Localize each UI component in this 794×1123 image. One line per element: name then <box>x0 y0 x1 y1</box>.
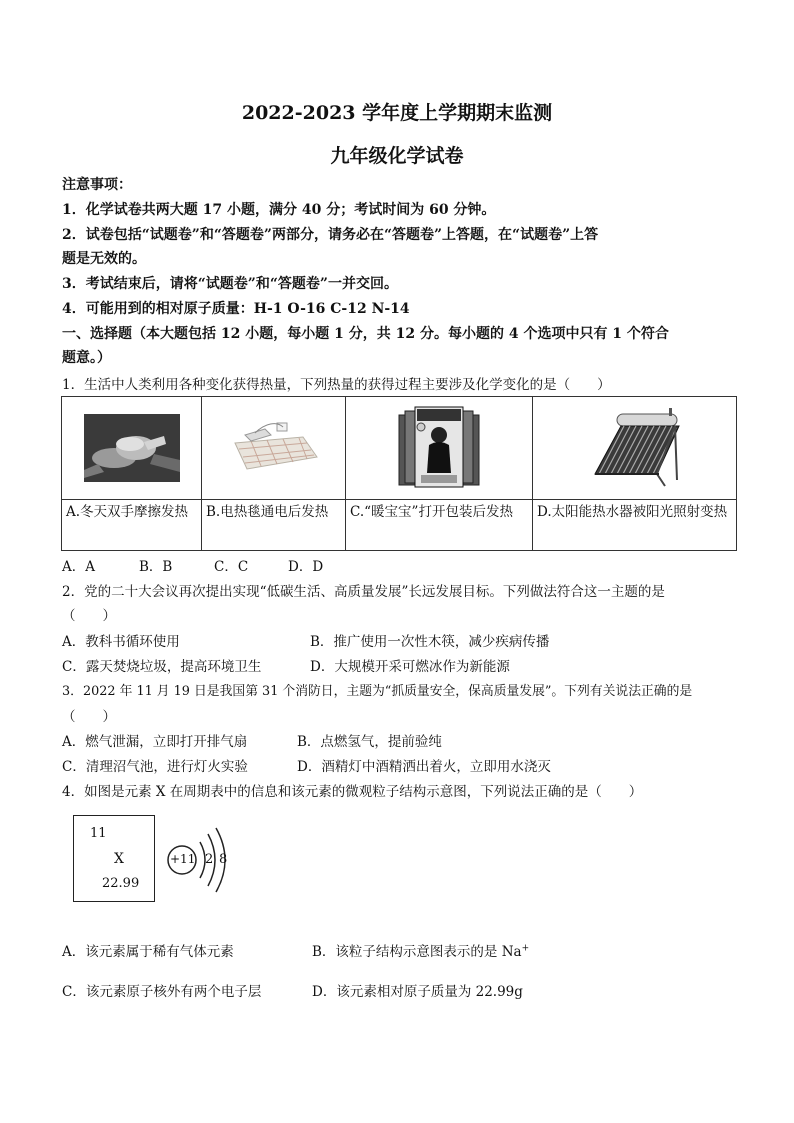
q3-option-a: A．燃气泄漏，立即打开排气扇 <box>62 734 248 750</box>
q3-stem: 3．2022 年 11 月 19 日是我国第 31 个消防日，主题为“抓质量安全，保高质量发展”。下列有关说法正确的是 <box>62 684 693 699</box>
q1-cell-b-image <box>202 397 346 500</box>
q3-option-b: B．点燃氢气，提前验纯 <box>297 734 442 750</box>
q1-option-c: C.“暖宝宝”打开包装后发热 <box>346 500 533 551</box>
q4-option-c: C．该元素原子核外有两个电子层 <box>62 984 262 1000</box>
q2-option-d: D．大规模开采可燃冰作为新能源 <box>310 659 510 675</box>
q1-stem: 1．生活中人类利用各种变化获得热量，下列热量的获得过程主要涉及化学变化的是（ ） <box>62 377 611 393</box>
q3-option-c: C．清理沼气池，进行灯火实验 <box>62 759 248 775</box>
shell-2-electrons: 8 <box>219 852 228 867</box>
note-item-1: 1．化学试卷共两大题 17 小题，满分 40 分；考试时间为 60 分钟。 <box>62 202 496 218</box>
element-cell <box>73 815 155 902</box>
q1-option-table <box>61 396 737 551</box>
q1-cell-d-image <box>533 397 737 500</box>
atomic-mass: 22.99 <box>102 876 140 891</box>
q1-option-b: B.电热毯通电后发热 <box>202 500 346 551</box>
q2-stem-cont: （ ） <box>62 608 116 624</box>
section1-heading: 一、选择题（本大题包括 12 小题，每小题 1 分，共 12 分。每小题的 4 个选项中只有 1 个符合 <box>62 326 669 342</box>
charge-superscript: + <box>521 943 530 954</box>
page-title: 2022-2023 学年度上学期期末监测 <box>241 102 553 124</box>
note-item-4: 4．可能用到的相对原子质量：H-1 O-16 C-12 N-14 <box>62 301 410 317</box>
electric-blanket-photo <box>225 413 323 483</box>
q4-option-d: D．该元素相对原子质量为 22.99g <box>312 984 523 1000</box>
q1-answer-b: B．B <box>139 559 173 575</box>
q4-stem: 4．如图是元素 X 在周期表中的信息和该元素的微观粒子结构示意图，下列说法正确的是（ ） <box>62 784 643 800</box>
q4-option-b: B．该粒子结构示意图表示的是 Na+ <box>312 943 530 960</box>
notes-heading: 注意事项： <box>62 177 132 193</box>
q1-cell-a-image <box>62 397 202 500</box>
hand-warmer-pack-photo <box>395 403 483 493</box>
q3-stem-cont: （ ） <box>62 709 116 725</box>
shell-1-electrons: 2 <box>205 852 214 867</box>
hands-rubbing-photo <box>84 414 180 482</box>
element-symbol: X <box>114 851 124 867</box>
q4-option-a: A．该元素属于稀有气体元素 <box>62 944 234 960</box>
q1-answer-d: D．D <box>288 559 324 575</box>
q2-option-a: A．教科书循环使用 <box>62 634 180 650</box>
atom-structure-diagram <box>164 824 254 896</box>
page-subtitle: 九年级化学试卷 <box>330 145 464 167</box>
solar-water-heater-photo <box>587 408 683 488</box>
q1-option-d: D.太阳能热水器被阳光照射变热 <box>533 500 737 551</box>
q1-option-a: A.冬天双手摩擦发热 <box>62 500 202 551</box>
atomic-number: 11 <box>90 826 107 841</box>
q2-option-c: C．露天焚烧垃圾，提高环境卫生 <box>62 659 262 675</box>
q1-cell-c-image <box>346 397 533 500</box>
q2-stem: 2．党的二十大会议再次提出实现“低碳生活、高质量发展”长远发展目标。下列做法符合这一主题的是 <box>62 584 665 600</box>
q3-option-d: D．酒精灯中酒精洒出着火，立即用水浇灭 <box>297 759 551 775</box>
nucleus-charge: +11 <box>170 852 196 866</box>
q1-answer-a: A．A <box>62 559 95 575</box>
note-item-3: 3．考试结束后，请将“试题卷”和“答题卷”一并交回。 <box>62 276 398 292</box>
q1-answer-c: C．C <box>214 559 249 575</box>
section1-heading-cont: 题意。） <box>62 350 111 366</box>
note-item-2: 2．试卷包括“试题卷”和“答题卷”两部分，请务必在“答题卷”上答题，在“试题卷”上答 <box>62 227 599 243</box>
note-item-2-cont: 题是无效的。 <box>62 251 146 267</box>
q2-option-b: B．推广使用一次性木筷，减少疾病传播 <box>310 634 550 650</box>
